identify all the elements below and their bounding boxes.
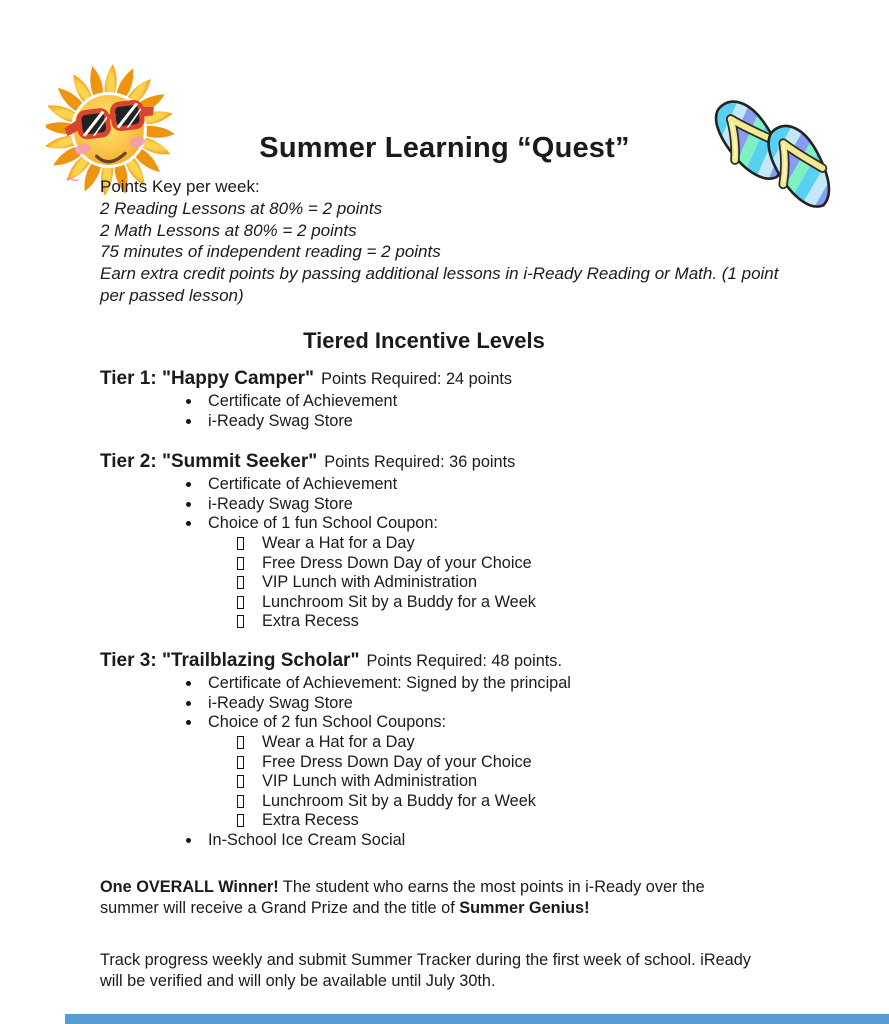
missing-glyph-box-icon (237, 756, 244, 769)
tier-1-points-required: Points Required: 24 points (321, 370, 513, 388)
coupon-item (100, 553, 820, 573)
coupon-label: Wear a Hat for a Day (262, 733, 415, 752)
list-item (100, 412, 820, 432)
tier-2-section (100, 451, 820, 632)
coupon-item (100, 733, 820, 753)
list-item (100, 495, 820, 515)
points-key-heading: Points Key per week: (100, 177, 260, 196)
section-heading: Tiered Incentive Levels (303, 328, 545, 353)
list-item (100, 694, 820, 714)
missing-glyph-box-icon (237, 537, 244, 550)
points-key-line: 2 Reading Lessons at 80% = 2 points (100, 198, 383, 218)
missing-glyph-box-icon (237, 557, 244, 570)
list-item (100, 514, 820, 534)
list-item-label: Certificate of Achievement: Signed by the principal (208, 674, 571, 693)
bullet-icon (186, 838, 191, 843)
coupon-item (100, 752, 820, 772)
bullet-icon (186, 419, 191, 424)
missing-glyph-box-icon (237, 814, 244, 827)
list-item (100, 674, 820, 694)
tier-2-points-required: Points Required: 36 points (324, 453, 516, 471)
coupon-item (100, 792, 820, 812)
list-item (100, 713, 820, 733)
paragraph-line: Track progress weekly and submit Summer Tracker during the first week of school. iReady (100, 951, 751, 969)
page-title: Summer Learning “Quest” (259, 132, 630, 164)
missing-glyph-box-icon (237, 736, 244, 749)
tier-3-section (100, 650, 820, 850)
points-key-line: 75 minutes of independent reading = 2 points (100, 242, 441, 262)
bullet-icon (186, 701, 191, 706)
tier-1-title: Tier 1: "Happy Camper" (100, 368, 315, 389)
missing-glyph-box-icon (237, 795, 244, 808)
coupon-label: Free Dress Down Day of your Choice (262, 752, 532, 771)
bullet-icon (186, 720, 191, 725)
list-item-label: Choice of 2 fun School Coupons: (208, 713, 447, 732)
list-item-label: Certificate of Achievement (208, 392, 398, 411)
paragraph-line: will be verified and will only be available until July 30th. (100, 971, 496, 990)
bold-lead: One OVERALL Winner! (100, 878, 279, 896)
points-key-line: 2 Math Lessons at 80% = 2 points (100, 220, 357, 240)
tier-3-points-required: Points Required: 48 points. (366, 652, 562, 670)
missing-glyph-box-icon (237, 615, 244, 628)
list-item-label: i-Ready Swag Store (208, 411, 353, 430)
paragraph-line (100, 898, 760, 919)
coupon-label: VIP Lunch with Administration (262, 573, 478, 592)
missing-glyph-box-icon (237, 775, 244, 788)
bottom-blue-bar (65, 1014, 889, 1024)
tier-1-section (100, 368, 820, 431)
bullet-icon (186, 502, 191, 507)
coupon-label: Lunchroom Sit by a Buddy for a Week (262, 592, 536, 611)
missing-glyph-box-icon (237, 576, 244, 589)
bullet-icon (186, 399, 191, 404)
list-item (100, 392, 820, 412)
coupon-label: Extra Recess (262, 811, 359, 830)
coupon-label: VIP Lunch with Administration (262, 772, 478, 791)
bold-end: Summer Genius! (459, 898, 590, 917)
list-item-label: i-Ready Swag Store (208, 494, 353, 513)
coupon-item (100, 593, 820, 613)
points-key-block (100, 176, 860, 307)
coupon-item (100, 772, 820, 792)
tier-3-title: Tier 3: "Trailblazing Scholar" (100, 650, 360, 671)
points-key-line: per passed lesson) (100, 285, 244, 305)
missing-glyph-box-icon (237, 596, 244, 609)
list-item (100, 475, 820, 495)
coupon-label: Extra Recess (262, 612, 359, 631)
tier-3-heading (100, 650, 820, 672)
overall-winner-paragraph (100, 877, 760, 918)
coupon-item (100, 534, 820, 554)
tier-1-heading (100, 368, 820, 390)
bullet-icon (186, 681, 191, 686)
line-text: summer will receive a Grand Prize and the title of (100, 898, 460, 917)
paragraph-line (100, 877, 760, 898)
tier-2-title: Tier 2: "Summit Seeker" (100, 451, 318, 472)
coupon-item (100, 811, 820, 831)
coupon-item (100, 573, 820, 593)
bullet-icon (186, 482, 191, 487)
list-item (100, 831, 820, 851)
list-item-label: i-Ready Swag Store (208, 693, 353, 712)
list-item-label: Choice of 1 fun School Coupon: (208, 514, 438, 533)
coupon-label: Wear a Hat for a Day (262, 534, 415, 553)
list-item-label: In-School Ice Cream Social (208, 831, 406, 850)
points-key-line: Earn extra credit points by passing additional lessons in i-Ready Reading or Math. (1 point (100, 264, 779, 284)
coupon-label: Lunchroom Sit by a Buddy for a Week (262, 791, 536, 810)
line-text: The student who earns the most points in i-Ready over the (278, 878, 705, 896)
tracker-paragraph (100, 950, 760, 991)
list-item-label: Certificate of Achievement (208, 475, 398, 494)
coupon-item (100, 612, 820, 632)
tier-2-heading (100, 451, 820, 473)
bullet-icon (186, 521, 191, 526)
coupon-label: Free Dress Down Day of your Choice (262, 553, 532, 572)
